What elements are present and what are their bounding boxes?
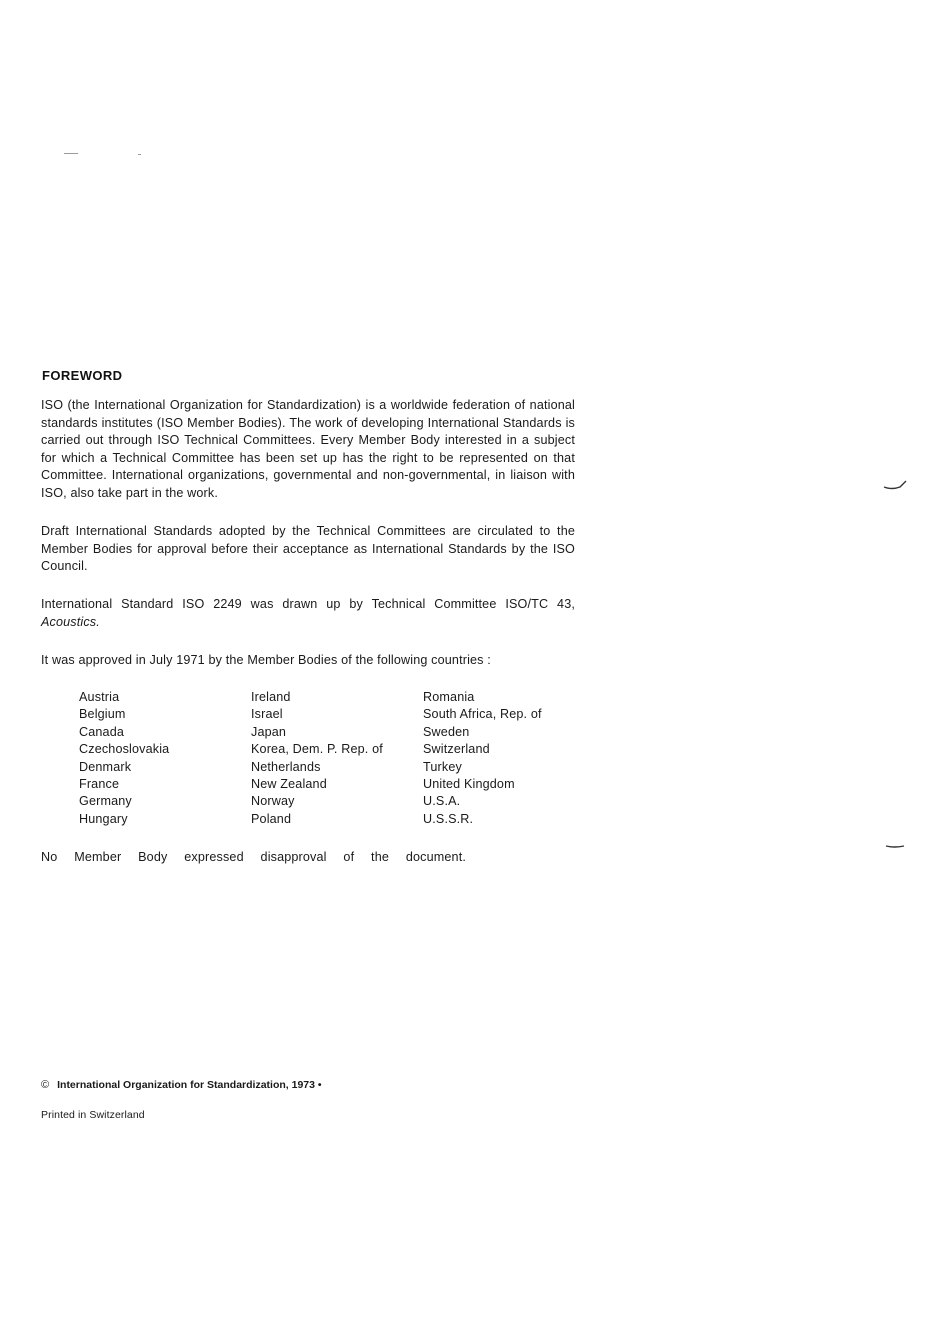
country-item: Austria bbox=[79, 690, 120, 704]
scan-speck bbox=[138, 154, 141, 155]
country-item: Romania bbox=[423, 690, 475, 704]
country-item: Germany bbox=[79, 794, 132, 809]
printed-in-line: Printed in Switzerland bbox=[41, 1109, 145, 1121]
country-item: Turkey bbox=[423, 759, 462, 774]
closing-statement: No Member Body expressed disapproval of the document. bbox=[41, 850, 466, 864]
country-item: Korea, Dem. P. Rep. of bbox=[251, 742, 383, 757]
countries-column-1 bbox=[79, 689, 169, 828]
binding-mark-icon bbox=[882, 478, 908, 492]
country-item: Sweden bbox=[423, 724, 470, 739]
approval-intro: It was approved in July 1971 by the Member Bodies of the following countries : bbox=[41, 653, 491, 667]
country-item: Switzerland bbox=[423, 742, 490, 757]
foreword-heading: FOREWORD bbox=[42, 368, 123, 383]
country-item: U.S.S.R. bbox=[423, 811, 474, 826]
country-item: Poland bbox=[251, 811, 292, 826]
copyright-line bbox=[41, 1079, 322, 1091]
country-item: New Zealand bbox=[251, 777, 327, 792]
scan-speck bbox=[64, 153, 78, 154]
country-item: South Africa, Rep. of bbox=[423, 707, 542, 722]
country-item: Czechoslovakia bbox=[79, 742, 170, 757]
country-item: Hungary bbox=[79, 811, 128, 826]
country-item: United Kingdom bbox=[423, 777, 515, 792]
copyright-icon: © bbox=[41, 1079, 50, 1091]
paragraph-3-text: International Standard ISO 2249 was drawn up by Technical Committee ISO/TC 43, bbox=[41, 597, 575, 611]
country-item: France bbox=[79, 777, 120, 792]
foreword-paragraph-1: ISO (the International Organization for Standardization) is a worldwide federation of national standards institutes (ISO Member Bodies). The work of developing International Standards is carried out through ISO Technical Committees. Every Member Body interested in a subject for which a Technical Committee has been set up has the right to be represented on that Committee. International organizations, governmental and non-governmental, in liaison with ISO, also take part in the work. bbox=[41, 398, 575, 500]
country-item: Norway bbox=[251, 794, 295, 809]
country-item: Ireland bbox=[251, 690, 291, 704]
country-item: Denmark bbox=[79, 759, 132, 774]
country-item: Netherlands bbox=[251, 759, 321, 774]
foreword-paragraph-3 bbox=[41, 596, 575, 631]
binding-mark-icon bbox=[884, 840, 906, 850]
country-item: Canada bbox=[79, 724, 125, 739]
country-item: U.S.A. bbox=[423, 794, 461, 809]
committee-title: Acoustics. bbox=[41, 614, 100, 629]
countries-column-3 bbox=[423, 689, 542, 828]
countries-column-2 bbox=[251, 689, 383, 828]
copyright-text: International Organization for Standardization, 1973 • bbox=[57, 1079, 322, 1091]
country-item: Israel bbox=[251, 707, 283, 722]
country-item: Japan bbox=[251, 724, 287, 739]
country-item: Belgium bbox=[79, 707, 126, 722]
foreword-paragraph-2: Draft International Standards adopted by the Technical Committees are circulated to the Member Bodies for approval before their acceptance as International Standards by the ISO Council. bbox=[41, 524, 575, 573]
